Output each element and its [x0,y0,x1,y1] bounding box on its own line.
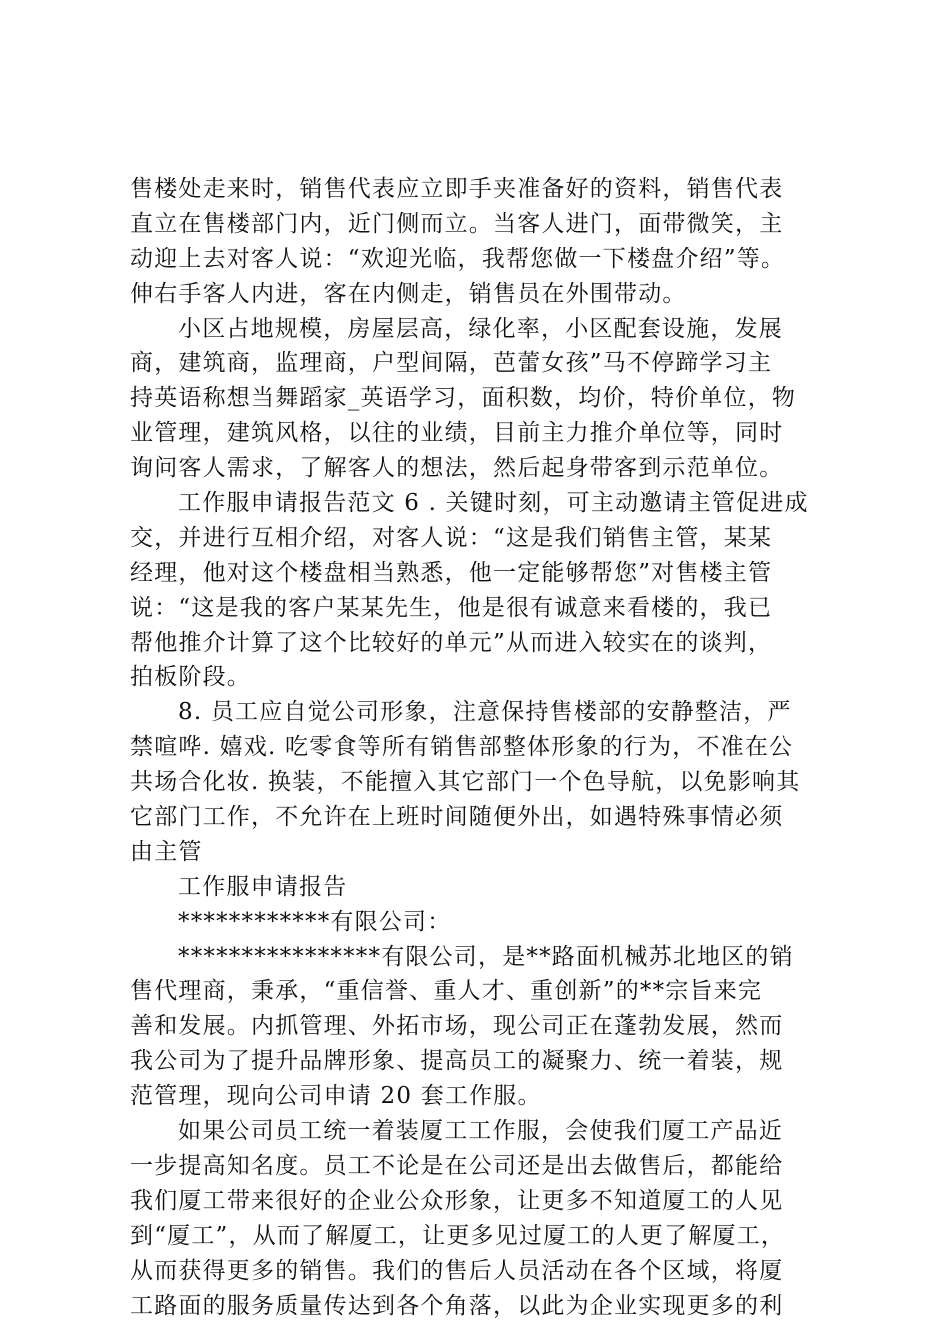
text-line: 范管理，现向公司申请 20 套工作服。 [130,1083,542,1110]
text-line: 持英语称想当舞蹈家_英语学习，面积数，均价，特价单位，物 [130,385,797,412]
text-line: 到“厦工”，从而了解厦工，让更多见过厦工的人更了解厦工， [130,1222,786,1249]
text-line: 直立在售楼部门内，近门侧而立。当客人进门，面带微笑，主 [130,210,784,237]
text-line: 售代理商，秉承，“重信誉、重人才、重创新”的**宗旨来完 [130,978,763,1005]
text-line: 动迎上去对客人说：“欢迎光临，我帮您做一下楼盘介绍”等。 [130,245,786,272]
text-line: 交，并进行互相介绍，对客人说：“这是我们销售主管，某某 [130,524,773,551]
text-line: 工路面的服务质量传达到各个角落，以此为企业实现更多的利 [130,1292,784,1319]
text-line: 由主管 [130,838,203,865]
text-line: 我们厦工带来很好的企业公众形象，让更多不知道厦工的人见 [130,1187,784,1214]
text-line: 说：“这是我的客户某某先生，他是很有诚意来看楼的，我已 [130,594,773,621]
text-line: 8. 员工应自觉公司形象，注意保持售楼部的安静整洁，严 [178,699,792,726]
text-line: 禁喧哗. 嬉戏. 吃零食等所有销售部整体形象的行为，不准在公 [130,734,794,761]
document-body [130,172,850,1323]
text-line: 小区占地规模，房屋层高，绿化率，小区配套设施，发展 [178,315,783,342]
text-line: 善和发展。内抓管理、外拓市场，现公司正在蓬勃发展，然而 [130,1013,784,1040]
text-line: 从而获得更多的销售。我们的售后人员活动在各个区域，将厦 [130,1257,784,1284]
text-line: 经理，他对这个楼盘相当熟悉，他一定能够帮您”对售楼主管 [130,559,773,586]
text-line: 如果公司员工统一着装厦工工作服，会使我们厦工产品近 [178,1118,783,1145]
text-line: 共场合化妆. 换装，不能擅入其它部门一个色导航，以免影响其 [130,769,801,796]
text-line: 拍板阶段。 [130,664,251,691]
text-line: 它部门工作，不允许在上班时间随便外出，如遇特殊事情必须 [130,804,784,831]
text-line: 工作服申请报告范文 6 . 关键时刻，可主动邀请主管促进成 [178,490,809,517]
text-line: 售楼处走来时，销售代表应立即手夹准备好的资料，销售代表 [130,176,784,202]
text-line: 工作服申请报告 [178,873,348,900]
text-line: ************有限公司： [178,908,452,935]
text-line: 业管理，建筑风格，以往的业绩，目前主力推介单位等，同时 [130,420,784,447]
text-line: 商，建筑商，监理商，户型间隔，芭蕾女孩”马不停蹄学习主 [130,350,773,377]
text-line: 我公司为了提升品牌形象、提高员工的凝聚力、统一着装，规 [130,1048,784,1075]
text-line: 一步提高知名度。员工不论是在公司还是出去做售后，都能给 [130,1152,784,1179]
text-line: 询问客人需求，了解客人的想法，然后起身带客到示范单位。 [130,455,784,482]
text-line: ****************有限公司，是**路面机械苏北地区的销 [178,943,794,970]
text-line: 伸右手客人内进，客在内侧走，销售员在外围带动。 [130,280,687,307]
text-line: 帮他推介计算了这个比较好的单元”从而进入较实在的谈判， [130,629,773,656]
